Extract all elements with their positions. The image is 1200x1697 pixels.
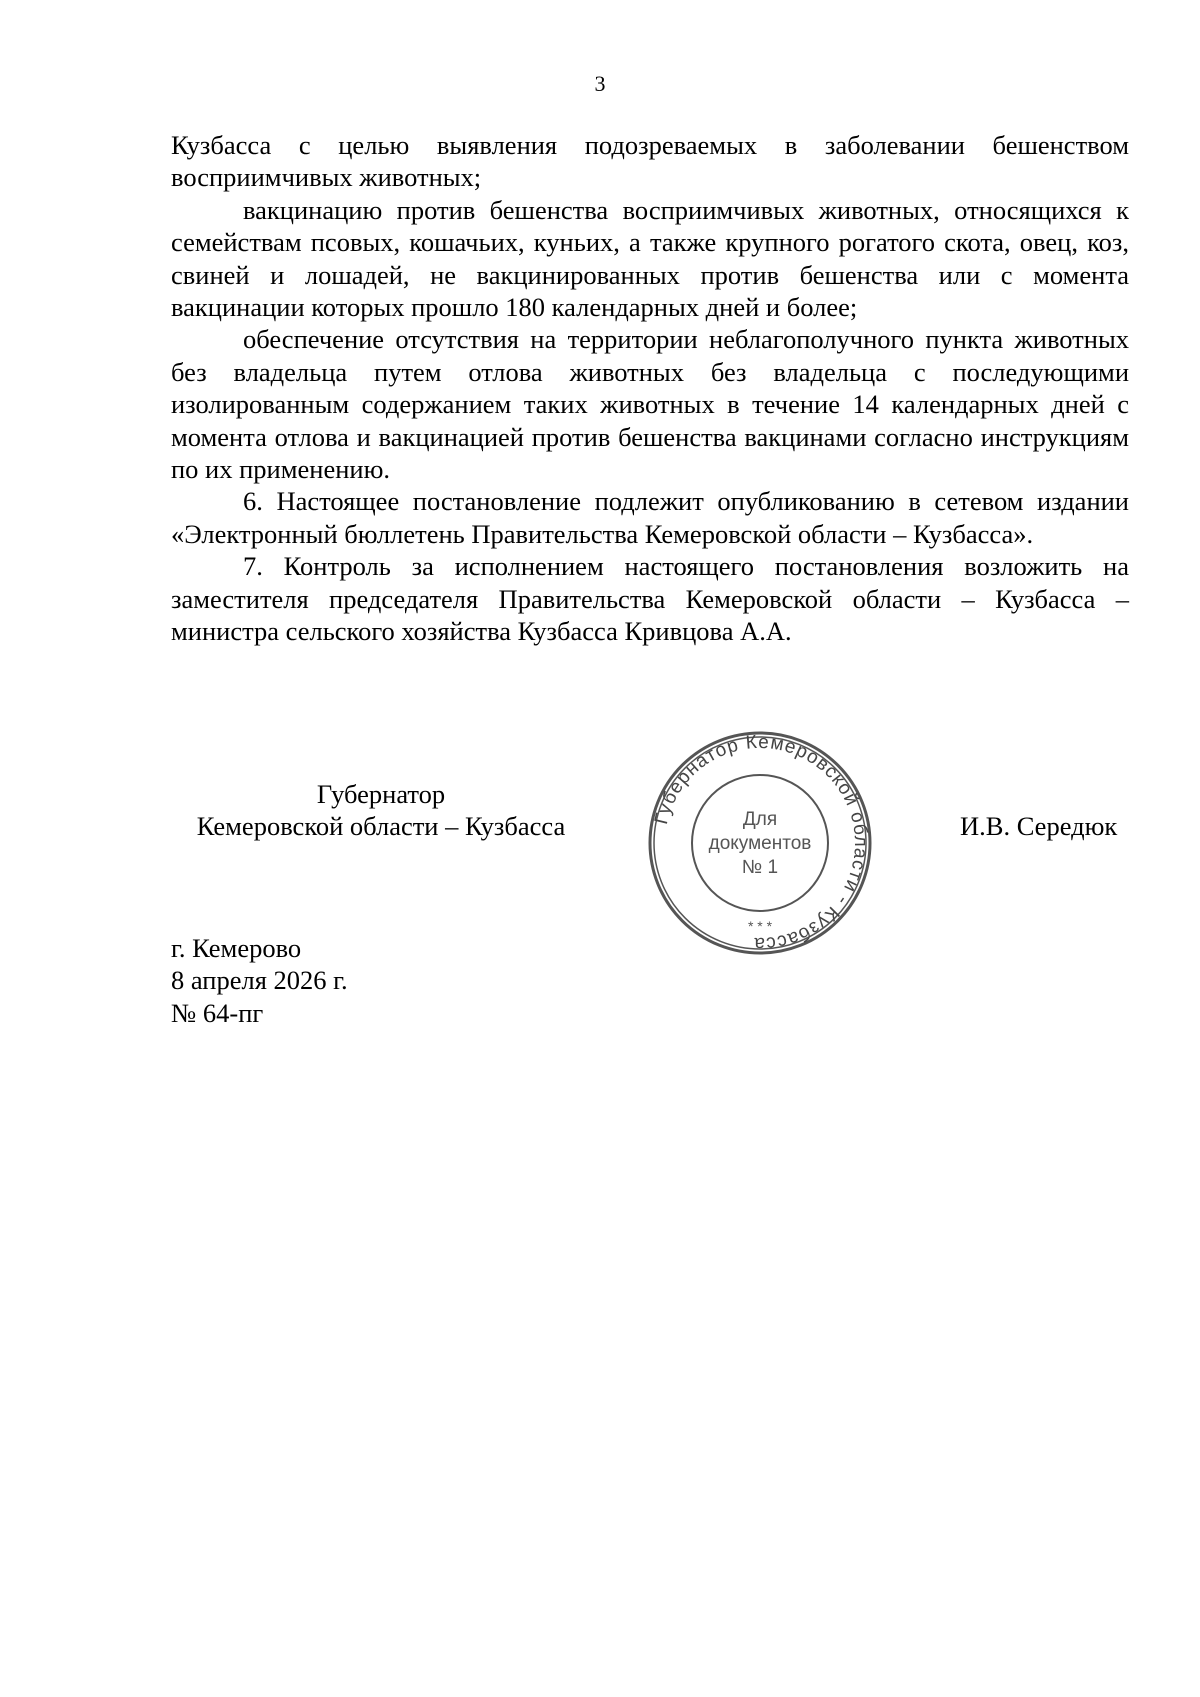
document-footer xyxy=(171,932,348,1029)
signatory-title-line1: Губернатор xyxy=(316,779,446,809)
stamp-line1: Для xyxy=(742,809,778,830)
document-body xyxy=(171,129,1129,648)
page-number: 3 xyxy=(594,71,606,96)
official-stamp xyxy=(645,728,875,958)
stamp-line3: № 1 xyxy=(741,857,779,878)
stamp-stars: * * * xyxy=(747,918,773,934)
signatory-name: И.В. Середюк xyxy=(960,811,1118,841)
paragraph-vaccination: вакцинацию против бешенства восприимчивых животных, относящихся к семействам псовых, кошачьих, куньих, а также крупного рогатого скота, овец, коз, свиней и лошадей, не вакцинированных против бешенства или с момента вакцинации которых прошло 180 календарных дней и более; xyxy=(171,194,1129,323)
signatory-title-line2: Кемеровской области – Кузбасса xyxy=(196,811,566,842)
document-date: 8 апреля 2026 г. xyxy=(171,965,348,996)
document-city: г. Кемерово xyxy=(171,933,302,963)
stamp-line2: документов xyxy=(708,833,812,854)
paragraph-control: 7. Контроль за исполнением настоящего постановления возложить на заместителя председателя Правительства Кемеровской области – Кузбасса – министра сельского хозяйства Кузбасса Кривцова А.А. xyxy=(171,551,1129,647)
signature-block xyxy=(0,778,1200,958)
paragraph-continuation: Кузбасса с целью выявления подозреваемых в заболевании бешенством восприимчивых животных; xyxy=(171,130,1129,193)
paragraph-stray-animals: обеспечение отсутствия на территории неблагополучного пункта животных без владельца путем отлова животных без владельца с последующими изолированным содержанием таких животных в течение 14 календарных дней с момента отлова и вакцинацией против бешенства вакцинами согласно инструкциям по их применению. xyxy=(171,324,1129,485)
stamp-ring-text: Губернатор Кемеровской области - Кузбасса xyxy=(650,731,872,955)
signatory-title xyxy=(176,778,586,843)
document-number: № 64-пг xyxy=(171,997,264,1028)
paragraph-publication: 6. Настоящее постановление подлежит опубликованию в сетевом издании «Электронный бюллетень Правительства Кемеровской области – Кузбасса». xyxy=(171,486,1129,549)
